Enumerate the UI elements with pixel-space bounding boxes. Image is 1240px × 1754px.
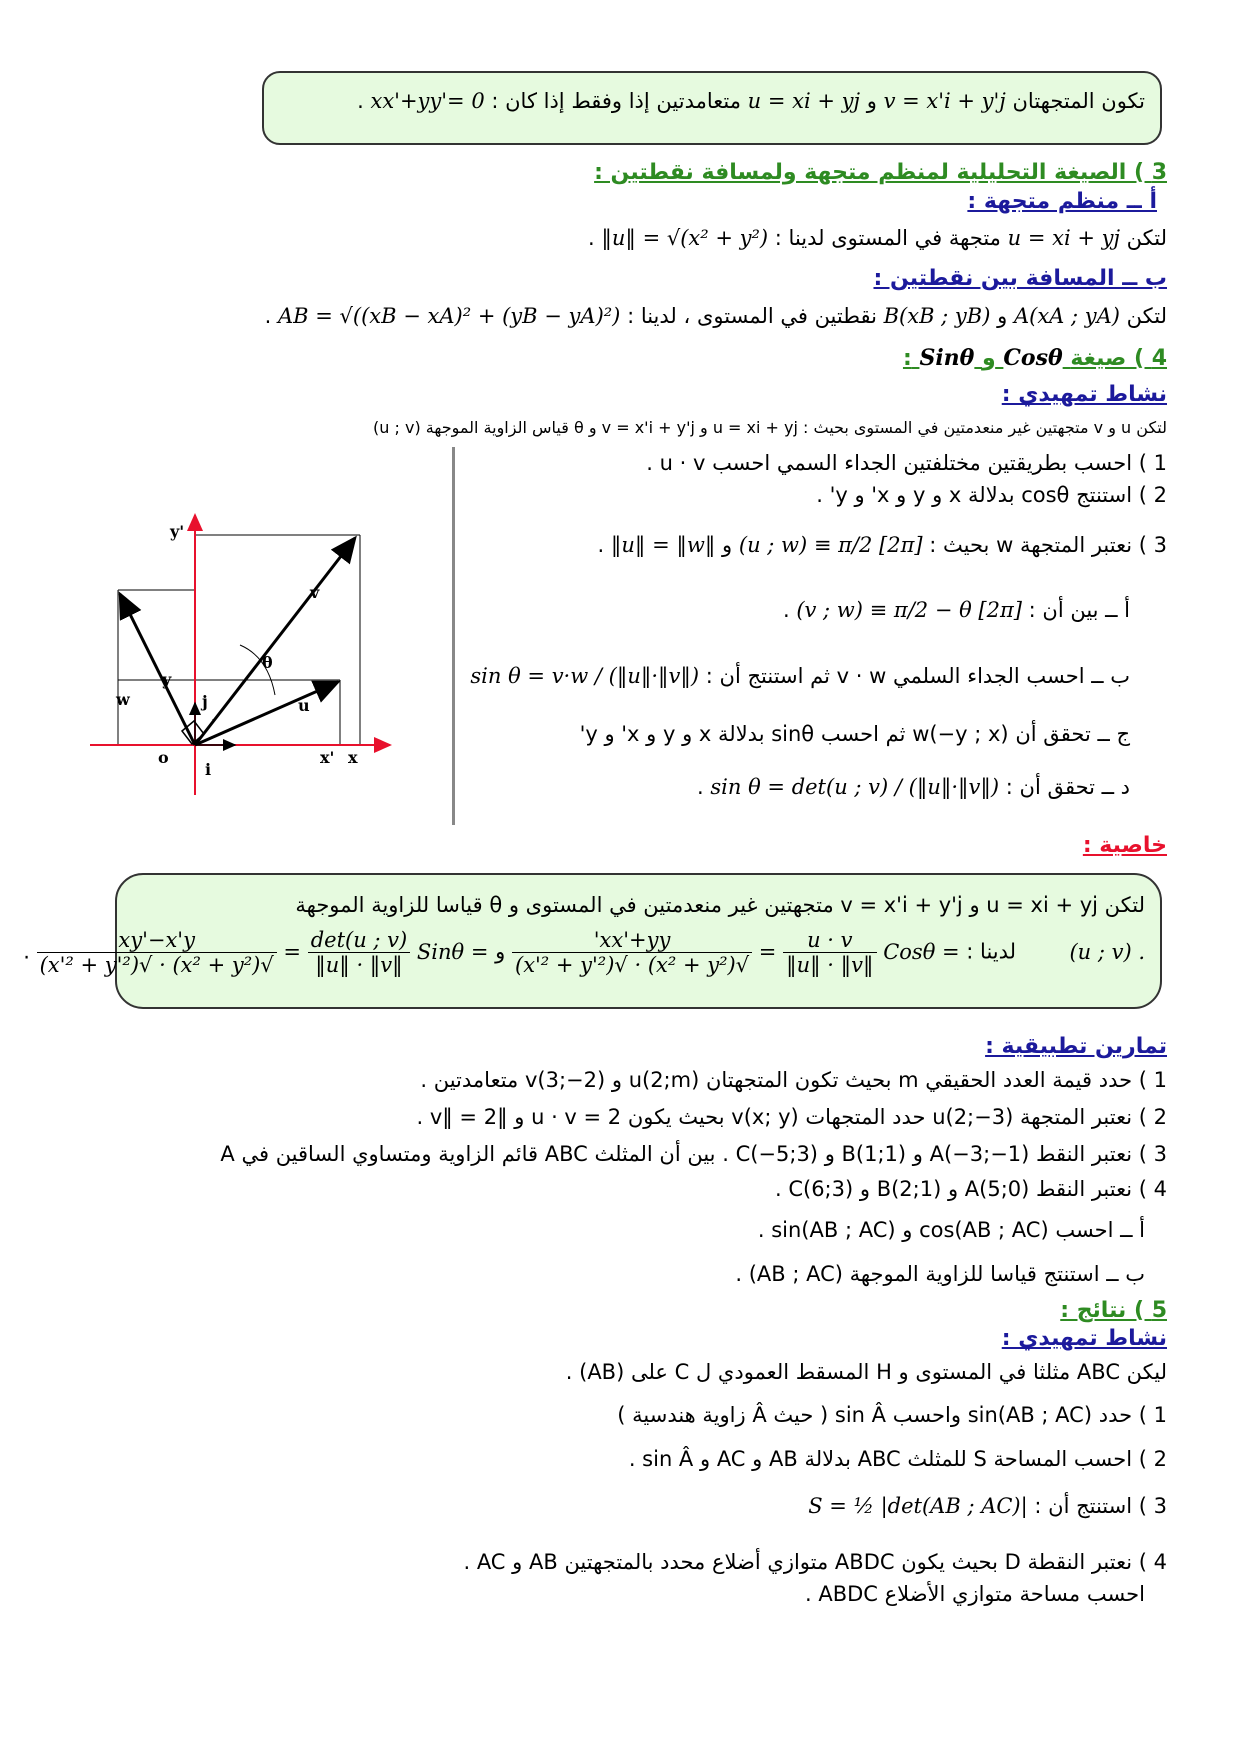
q1: 1 ) احسب بطريقتين مختلفتين الجداء السمي احسب u · v .	[646, 451, 1167, 475]
vector-w	[120, 594, 195, 745]
sec5-q4b: احسب مساحة متوازي الأضلاع ABDC .	[804, 1582, 1145, 1606]
column-separator	[452, 447, 455, 825]
qb: ب ــ احسب الجداء السلمي v · w ثم استنتج أن : sin θ = v·w / (‖u‖·‖v‖)	[470, 664, 1130, 688]
distance-formula: AB = √((xB − xA)² + (yB − yA)²)	[278, 304, 621, 328]
activity-intro: لتكن u و v متجهتين غير منعدمتين في المستوى بحيث : u = xi + yj و v = x'i + y'j و θ قياس الزاوية الموجهة (u ; v)	[373, 418, 1167, 437]
section5-title: 5 ) نتائج :	[1060, 1298, 1167, 1323]
label-j: j	[202, 692, 208, 711]
label-o: o	[158, 748, 169, 767]
box1-iff: متعامدتين إذا وفقط إذا كان :	[491, 89, 741, 113]
exercise-2: 2 ) نعتبر المتجهة u(2;−3) حدد المتجهات v(x; y) بحيث يكون u · v = 2 و ‖v‖ = 2 .	[416, 1105, 1167, 1129]
box1-and: و	[866, 89, 877, 113]
vector-u	[195, 682, 338, 745]
box1-dot: .	[357, 89, 364, 113]
vector-v	[195, 538, 355, 745]
section4-title: 4 ) صيغة Cosθ و Sinθ :	[902, 345, 1167, 371]
cos-frac-2: $\frac{xx'+yy'}{\text{√(x² + y²) · √(x'² + y'²)}}$	[512, 928, 752, 977]
section3-title: 3 ) الصيغة التحليلية لمنظم متجهة ولمسافة نقطتين :	[594, 160, 1167, 185]
norm-formula: ‖u‖ = √(x² + y²)	[601, 226, 769, 250]
box1-text: تكون المتجهتان	[1012, 89, 1145, 113]
distance-subtitle: ب ــ المسافة بين نقطتين :	[873, 266, 1167, 291]
norm-subtitle: أ ــ منظم متجهة :	[967, 189, 1157, 214]
norm-line: لتكن u = xi + yj متجهة في المستوى لدينا : ‖u‖ = √(x² + y²) .	[588, 226, 1167, 250]
distance-line: لتكن A(xA ; yA) و B(xB ; yB) نقطتين في المستوى ، لدينا : AB = √((xB − xA)² + (yB − yA)²) .	[264, 304, 1167, 328]
exercise-4b: ب ــ استنتج قياسا للزاوية الموجهة (AB ; AC) .	[735, 1262, 1145, 1286]
vector-figure	[90, 505, 435, 800]
sin-frac-2: $\frac{xy'-x'y}{\text{√(x² + y²) · √(x'² + y'²)}}$	[37, 928, 277, 977]
activity-title-2: نشاط تمهيدي :	[1001, 1326, 1167, 1351]
property-line1: لتكن u = xi + yj و v = x'i + y'j متجهتين غير منعدمتين في المستوى و θ قياسا للزاوية الموجهة	[295, 893, 1145, 917]
property-title: خاصية :	[1082, 833, 1167, 858]
sec5-q4: 4 ) نعتبر النقطة D بحيث يكون ABDC متوازي أضلاع محدد بالمتجهتين AB و AC .	[463, 1550, 1167, 1574]
guide-lines	[118, 535, 360, 745]
exercises-title: تمارين تطبيقية :	[985, 1034, 1167, 1059]
label-i: i	[205, 760, 212, 779]
qd: د ــ تحقق أن : sin θ = det(u ; v) / (‖u‖·‖v‖) .	[697, 775, 1130, 799]
q2: 2 ) استنتج cosθ بدلالة x و y و x' و y' .	[816, 483, 1167, 507]
property-line2: (u ; v) . لدينا : Cosθ = $\frac{u \cdot v}{‖u‖ \cdot ‖v‖}$ = $\frac{xx'+yy'}{\text{√(x² + y²) · √(x'² + y'²)}}$ و Sinθ = $\frac{\det(u ; v)}{‖u‖ \cdot ‖v‖}$ = $\frac{xy'-x'y}{\text{√(x² + y²) · √(x'² + y'²)}}$ .	[23, 928, 1145, 978]
label-w: w	[116, 690, 130, 709]
sec5-q1: 1 ) حدد sin(AB ; AC) واحسب sin Â ( حيث Â زاوية هندسية )	[617, 1403, 1167, 1427]
box1-condition: xx'+yy'= 0	[370, 89, 485, 113]
label-v: v	[310, 583, 320, 602]
label-u: u	[298, 696, 310, 715]
sec5-q3: 3 ) استنتج أن : S = ½ |det(AB ; AC)|	[808, 1494, 1167, 1518]
q3: 3 ) نعتبر المتجهة w بحيث : (u ; w) ≡ π/2 [2π] و ‖u‖ = ‖w‖ .	[597, 533, 1167, 557]
qc: ج ــ تحقق أن w(−y ; x) ثم احسب sinθ بدلالة x و y و x' و y'	[579, 722, 1130, 746]
exercise-1: 1 ) حدد قيمة العدد الحقيقي m بحيث تكون المتجهتان u(2;m) و v(3;−2) متعامدتين .	[420, 1068, 1167, 1092]
qa: أ ــ بين أن : (v ; w) ≡ π/2 − θ [2π] .	[782, 598, 1130, 622]
box1-u-def: u = xi + yj	[747, 89, 861, 113]
exercise-3: 3 ) نعتبر النقط A(−3;−1) و B(1;1) و C(−5;3) . بين أن المثلث ABC قائم الزاوية ومتساوي الساقين في A	[220, 1142, 1167, 1166]
cos-frac-1: $\frac{u \cdot v}{‖u‖ \cdot ‖v‖}$	[783, 928, 876, 977]
label-theta: θ	[262, 653, 273, 672]
label-xp: x'	[320, 748, 335, 767]
sec5-intro: ليكن ABC مثلثا في المستوى و H المسقط العمودي ل C على (AB) .	[565, 1360, 1167, 1384]
sin-frac-1: $\frac{\det(u ; v)}{‖u‖ \cdot ‖v‖}$	[308, 928, 411, 977]
box1-v-def: v = x'i + y'j	[883, 89, 1006, 113]
exercise-4a: أ ــ احسب cos(AB ; AC) و sin(AB ; AC) .	[757, 1218, 1145, 1242]
sec5-q2: 2 ) احسب المساحة S للمثلث ABC بدلالة AB و AC و sin Â .	[628, 1447, 1167, 1471]
perpendicularity-statement	[357, 89, 1145, 113]
label-yp: y'	[170, 522, 185, 541]
label-x: x	[348, 748, 358, 767]
label-y: y	[162, 670, 172, 689]
activity-title-1: نشاط تمهيدي :	[1001, 382, 1167, 407]
exercise-4: 4 ) نعتبر النقط A(5;0) و B(2;1) و C(6;3) .	[774, 1177, 1167, 1201]
